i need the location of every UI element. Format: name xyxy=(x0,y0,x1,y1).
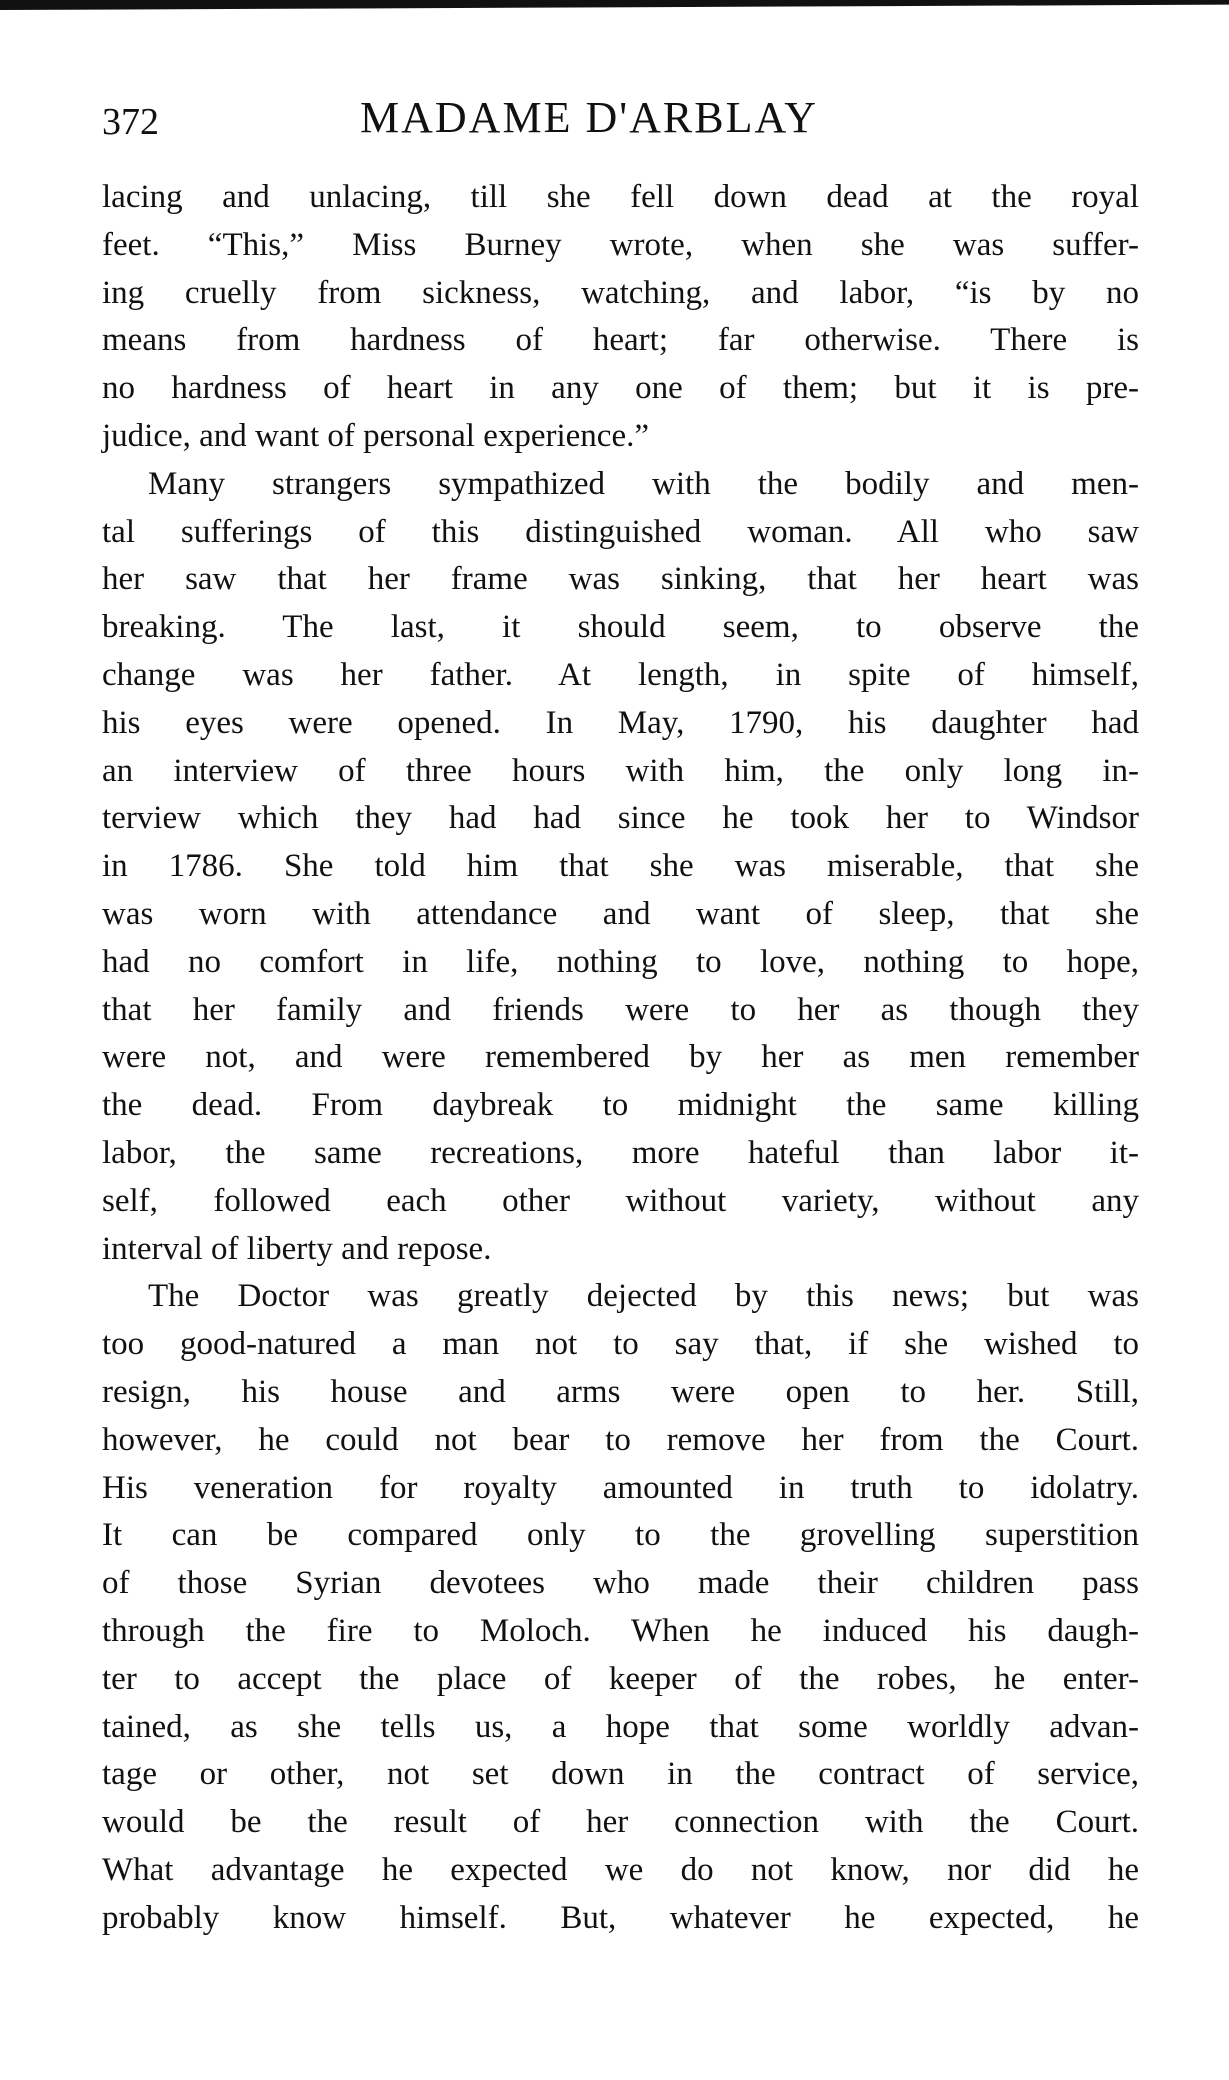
text-line: an interview of three hours with him, the only long in- xyxy=(102,752,1139,789)
running-title: MADAME D'ARBLAY xyxy=(360,93,819,142)
text-line: labor, the same recreations, more hateful than labor it- xyxy=(102,1134,1139,1171)
text-line: probably know himself. But, whatever he expected, he xyxy=(102,1899,1139,1936)
text-line: His veneration for royalty amounted in truth to idolatry. xyxy=(102,1469,1139,1506)
text-line: was worn with attendance and want of sleep, that she xyxy=(102,895,1139,932)
text-line: ter to accept the place of keeper of the robes, he enter- xyxy=(102,1660,1139,1697)
text-line: It can be compared only to the grovelling superstition xyxy=(102,1517,1139,1554)
text-line: lacing and unlacing, till she fell down dead at the royal xyxy=(102,179,1139,215)
text-line: no hardness of heart in any one of them; but it is pre- xyxy=(102,370,1139,407)
text-line: through the fire to Moloch. When he induced his daugh- xyxy=(102,1612,1139,1649)
text-line: Many strangers sympathized with the bodily and men- xyxy=(148,465,1139,502)
text-line: had no comfort in life, nothing to love, nothing to hope, xyxy=(102,943,1139,980)
text-line: interval of liberty and repose. xyxy=(102,1230,492,1267)
text-line: feet. “This,” Miss Burney wrote, when she was suffer- xyxy=(102,226,1139,263)
page-top-rule xyxy=(0,0,1229,10)
text-line: self, followed each other without variety, without any xyxy=(102,1182,1139,1219)
text-line: in 1786. She told him that she was miserable, that she xyxy=(102,848,1139,885)
text-line: change was her father. At length, in spite of himself, xyxy=(102,656,1139,693)
text-line: resign, his house and arms were open to her. Still, xyxy=(102,1373,1139,1410)
body-text xyxy=(102,174,1139,1942)
text-line: The Doctor was greatly dejected by this news; but was xyxy=(148,1278,1139,1315)
text-line: too good-natured a man not to say that, if she wished to xyxy=(102,1326,1139,1363)
text-line: ing cruelly from sickness, watching, and labor, “is by no xyxy=(102,274,1139,311)
text-line: his eyes were opened. In May, 1790, his daughter had xyxy=(102,704,1139,741)
text-line: however, he could not bear to remove her from the Court. xyxy=(102,1421,1139,1458)
text-line: judice, and want of personal experience.” xyxy=(102,417,649,454)
text-line: that her family and friends were to her as though they xyxy=(102,991,1139,1028)
page-number: 372 xyxy=(102,101,159,143)
text-line: terview which they had had since he took her to Windsor xyxy=(102,800,1139,837)
text-line: tained, as she tells us, a hope that some worldly advan- xyxy=(102,1708,1139,1745)
text-line: the dead. From daybreak to midnight the same killing xyxy=(102,1087,1139,1124)
text-line: breaking. The last, it should seem, to observe the xyxy=(102,609,1139,646)
text-line: What advantage he expected we do not know, nor did he xyxy=(102,1851,1139,1888)
text-line: tage or other, not set down in the contract of service, xyxy=(102,1756,1139,1793)
text-line: means from hardness of heart; far otherwise. There is xyxy=(102,322,1139,359)
text-line: were not, and were remembered by her as men remember xyxy=(102,1039,1139,1076)
text-line: of those Syrian devotees who made their children pass xyxy=(102,1565,1139,1602)
text-line: her saw that her frame was sinking, that her heart was xyxy=(102,561,1139,598)
text-line: would be the result of her connection with the Court. xyxy=(102,1804,1139,1841)
text-line: tal sufferings of this distinguished woman. All who saw xyxy=(102,513,1139,550)
